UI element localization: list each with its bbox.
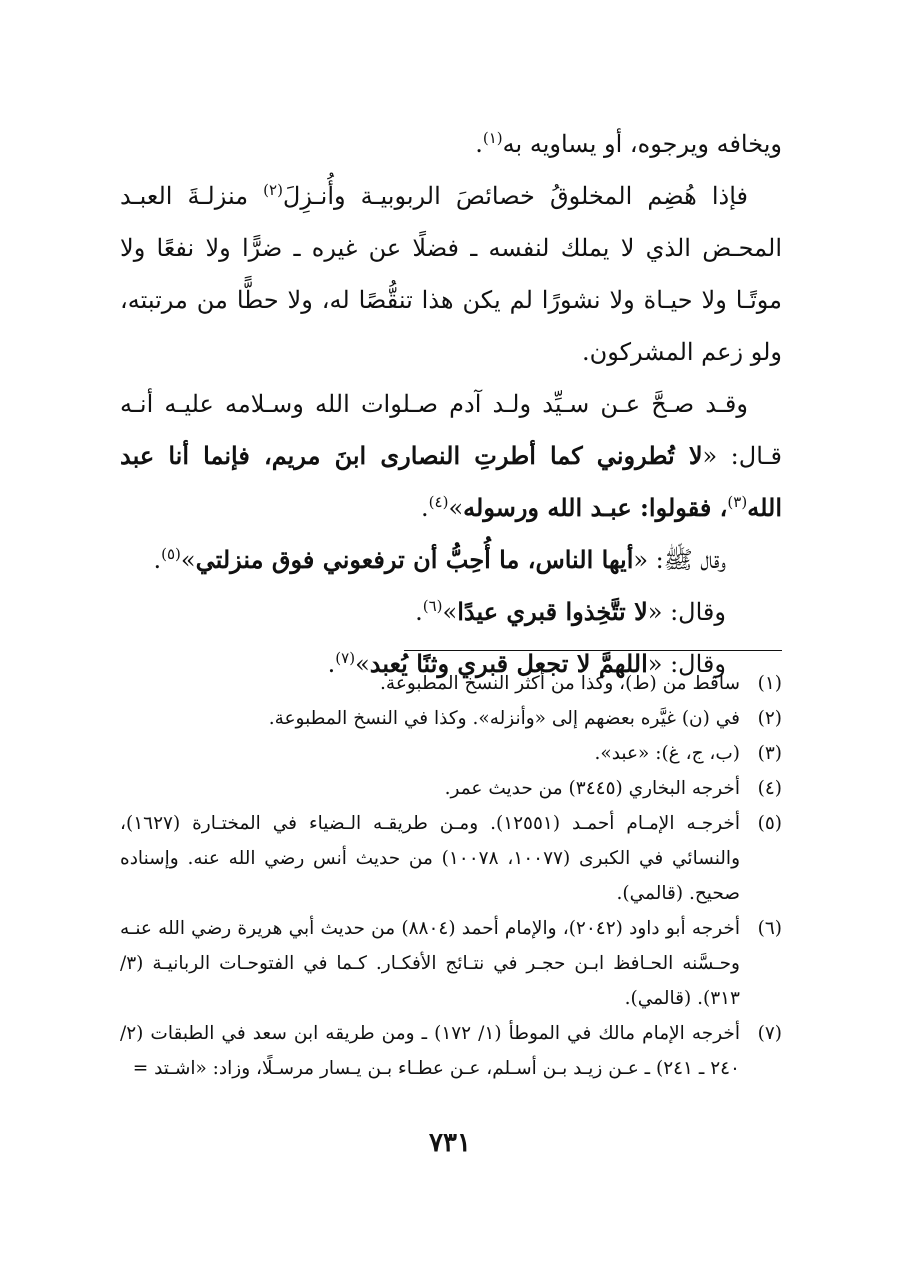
footnote-number: (٧) <box>757 1023 782 1044</box>
footnote-ref: (٥) <box>161 545 181 563</box>
page-number: ٧٣١ <box>429 1128 471 1158</box>
hadith-lead: وقال: « <box>647 598 726 626</box>
paragraph-text: فإذا هُضِم المخلوقُ خصائصَ الربوبيـة وأُنـزِلَ <box>282 182 748 210</box>
footnote-6 <box>120 911 782 1016</box>
footnote-number: (٥) <box>757 813 782 834</box>
footnote-5 <box>120 806 782 911</box>
footnote-text: أخرجه الإمام مالك في الموطأ (١/ ١٧٢) ـ ومن طريقه ابن سعد في الطبقات (٢/ ٢٤٠ ـ ٢٤١) ـ عـن زيـد بـن أسـلم، عـن عطـاء بـن يـسار مرسـلًا، وزاد: «اشـتد = <box>120 1023 740 1079</box>
punctuation: . <box>153 546 162 574</box>
footnote-number: (٣) <box>757 743 782 764</box>
paragraph-1 <box>120 118 782 170</box>
footnote-2 <box>120 701 782 736</box>
hadith-quote: اللهمَّ لا تجعل قبري وثنًا يُعبد <box>369 649 648 678</box>
footnote-text: في (ن) غيَّره بعضهم إلى «وأنزله». وكذا في النسخ المطبوعة. <box>268 708 740 729</box>
paragraph-3 <box>120 378 782 534</box>
footnote-number: (١) <box>757 673 782 694</box>
hadith-lead: وقال ﷺ: « <box>633 546 726 574</box>
footnote-ref: (٢) <box>263 181 283 199</box>
footnote-number: (٤) <box>757 778 782 799</box>
paragraph-text: وقـد صـحَّ عـن سـيِّد ولـد آدم صـلوات الله وسـلامه عليـه أنـه قـال: « <box>120 390 783 470</box>
hadith-line-1 <box>120 534 782 586</box>
quote-mark: » <box>355 650 370 678</box>
footnote-4 <box>120 771 782 806</box>
punctuation: . <box>327 650 336 678</box>
footnote-1 <box>120 666 782 701</box>
hadith-quote: ، فقولوا: عبـد الله ورسوله <box>463 493 728 522</box>
paragraph-text: منزلـةَ العبـد المحـض الذي لا يملك لنفسه ـ فضلًا عن غيره ـ ضرًّا ولا نفعًا ولا موتًـا ولا حيـاة ولا نشورًا لم يكن هذا تنقُّصًا له، ولا حطًّا من مرتبته، ولو زعم المشركون. <box>120 182 782 366</box>
punctuation: . <box>475 130 483 158</box>
footnote-number: (٢) <box>757 708 782 729</box>
main-text <box>120 118 782 690</box>
footnote-7 <box>120 1016 782 1086</box>
punctuation: . <box>415 598 423 626</box>
quote-mark: » <box>442 598 458 626</box>
footnote-ref: (٤) <box>428 493 449 511</box>
footnote-ref: (١) <box>482 129 503 147</box>
footnote-ref: (٦) <box>422 597 443 615</box>
footnote-ref: (٣) <box>727 493 748 511</box>
footnote-ref: (٧) <box>335 649 356 667</box>
hadith-quote: أيها الناس، ما أُحِبُّ أن ترفعوني فوق منزلتي <box>195 545 634 574</box>
footnotes <box>120 666 782 1086</box>
paragraph-text: ويخافه ويرجوه، أو يساويه به <box>502 130 782 158</box>
footnote-text: أخرجـه الإمـام أحمـد (١٢٥٥١). ومـن طريقـه الـضياء في المختـارة (١٦٢٧)، والنسائي في الكبرى (١٠٠٧٧، ١٠٠٧٨) من حديث أنس رضي الله عنه. وإسناده صحيح. (قالمي). <box>120 813 741 904</box>
footnote-3 <box>120 736 782 771</box>
footnote-text: أخرجه أبو داود (٢٠٤٢)، والإمام أحمد (٨٨٠٤) من حديث أبي هريرة رضي الله عنـه وحـسَّنه الحـافظ ابـن حجـر في نتـائج الأفكـار. كـما في الفتوحـات الربانيـة (٣/ ٣١٣). (قالمي). <box>120 918 740 1009</box>
footnote-text: أخرجه البخاري (٣٤٤٥) من حديث عمر. <box>444 778 740 799</box>
quote-mark: » <box>180 546 196 574</box>
hadith-quote: لا تتَّخِذوا قبري عيدًا <box>457 597 648 626</box>
footnote-divider <box>404 650 782 651</box>
paragraph-2 <box>120 170 782 378</box>
footnote-number: (٦) <box>757 918 782 939</box>
footnote-text: (ب، ج، غ): «عبد». <box>594 743 740 764</box>
quote-mark: » <box>448 494 464 522</box>
hadith-lead: وقال: « <box>647 650 726 678</box>
hadith-quote: لا تُطروني كما أطرتِ النصارى ابنَ مريم، فإنما أنا عبد الله <box>120 441 782 522</box>
footnote-text: ساقط من (ط)، وكذا من أكثر النسخ المطبوعة. <box>380 673 740 694</box>
punctuation: . <box>421 494 429 522</box>
hadith-line-2 <box>120 586 782 638</box>
